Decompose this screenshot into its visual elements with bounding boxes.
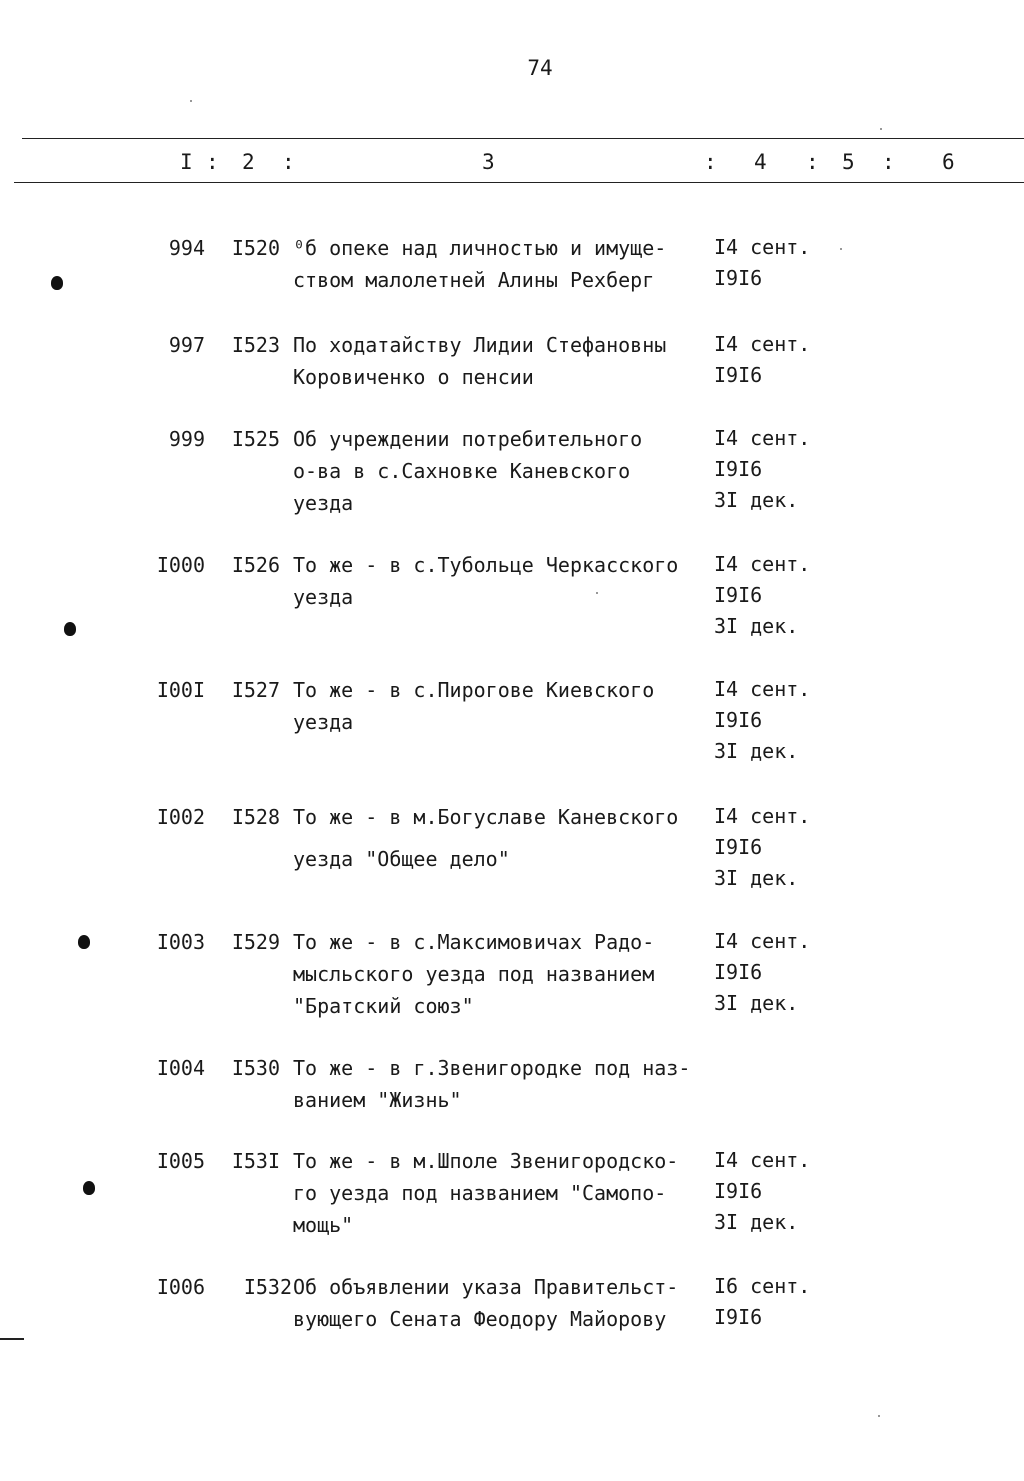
date-line: I9I6 [714, 708, 763, 732]
date-line: I9I6 [714, 363, 763, 387]
file-number: I525 [231, 427, 280, 451]
title-line: уезда [293, 585, 354, 609]
title-line: То же - в с.Пирогове Киевского [293, 678, 655, 702]
record-dates [714, 926, 844, 1019]
scan-speck [840, 248, 842, 250]
file-number: I530 [231, 1056, 280, 1080]
record-dates [714, 232, 844, 294]
record-dates [714, 423, 844, 516]
title-line: То же - в м.Богуславе Каневского [293, 805, 679, 829]
date-line: I4 сент. [714, 426, 811, 450]
date-line: 3I дек. [714, 1210, 799, 1234]
record-number: I002 [156, 805, 205, 829]
record-number: I000 [156, 553, 205, 577]
title-line: То же - в г.Звенигородке под наз- [293, 1056, 691, 1080]
date-line: I4 сент. [714, 332, 811, 356]
date-line: 3I дек. [714, 739, 799, 763]
column-header-5: 5 [842, 150, 855, 174]
file-number: I528 [231, 805, 280, 829]
title-line: "Братский союз" [293, 994, 474, 1018]
record-title [293, 801, 713, 875]
title-line: То же - в с.Максимовичах Радо- [293, 930, 655, 954]
header-rule-bottom [14, 182, 1024, 183]
title-line: уезда [293, 491, 354, 515]
column-header-1: I [180, 150, 193, 174]
record-title [293, 1271, 713, 1335]
column-header-2: 2 [242, 150, 255, 174]
record-dates [714, 1145, 844, 1238]
column-separator: : [206, 150, 219, 174]
title-line: Об объявлении указа Правительст- [293, 1275, 679, 1299]
date-line: I9I6 [714, 266, 763, 290]
date-line: I4 сент. [714, 804, 811, 828]
date-line: I9I6 [714, 457, 763, 481]
header-rule-top [22, 138, 1024, 139]
column-separator: : [882, 150, 895, 174]
record-dates [714, 549, 844, 642]
record-title [293, 549, 713, 613]
date-line: 3I дек. [714, 488, 799, 512]
record-number: I00I [156, 678, 205, 702]
title-line: мысльского уезда под названием [293, 962, 655, 986]
file-number: I520 [231, 236, 280, 260]
file-number: I532 [243, 1275, 292, 1299]
record-number: I005 [156, 1149, 205, 1173]
record-dates [714, 674, 844, 767]
title-line: мощь" [293, 1213, 354, 1237]
scan-speck [190, 100, 192, 102]
title-line: То же - в м.Шполе Звенигородско- [293, 1149, 679, 1173]
punch-hole-mark [78, 935, 90, 949]
record-number: 994 [168, 236, 205, 260]
file-number: I526 [231, 553, 280, 577]
record-number: I006 [156, 1275, 205, 1299]
title-line: уезда [293, 710, 354, 734]
title-line: По ходатайству Лидии Стефановны [293, 333, 667, 357]
file-number: I523 [231, 333, 280, 357]
record-number: 999 [168, 427, 205, 451]
date-line: I9I6 [714, 835, 763, 859]
title-line: уезда "Общее дело" [293, 847, 510, 871]
title-line: го уезда под названием "Самопо- [293, 1181, 667, 1205]
date-line: I9I6 [714, 583, 763, 607]
margin-tick [0, 1338, 24, 1340]
date-line: I4 сент. [714, 677, 811, 701]
column-header-3: 3 [482, 150, 495, 174]
date-line: I9I6 [714, 1305, 763, 1329]
punch-hole-mark [51, 276, 63, 290]
date-line: I6 сент. [714, 1274, 811, 1298]
record-number: I003 [156, 930, 205, 954]
column-separator: : [282, 150, 295, 174]
title-line: о-ва в с.Сахновке Каневского [293, 459, 631, 483]
record-title [293, 926, 713, 1022]
title-line: То же - в с.Тубольце Черкасского [293, 553, 679, 577]
title-line: ⁰б опеке над личностью и имуще- [293, 236, 667, 260]
date-line: I9I6 [714, 960, 763, 984]
page-number: 74 [527, 56, 553, 80]
record-title [293, 1145, 713, 1241]
title-line: Коровиченко о пенсии [293, 365, 534, 389]
record-number: I004 [156, 1056, 205, 1080]
file-number: I53I [231, 1149, 280, 1173]
record-title [293, 329, 713, 393]
date-line: I4 сент. [714, 1148, 811, 1172]
file-number: I527 [231, 678, 280, 702]
date-line: 3I дек. [714, 866, 799, 890]
scan-speck [880, 128, 882, 130]
record-title [293, 674, 713, 738]
file-number: I529 [231, 930, 280, 954]
scan-speck [596, 592, 598, 594]
date-line: I4 сент. [714, 552, 811, 576]
date-line: I4 сент. [714, 929, 811, 953]
date-line: I9I6 [714, 1179, 763, 1203]
column-separator: : [806, 150, 819, 174]
date-line: I4 сент. [714, 235, 811, 259]
scan-speck [878, 1415, 880, 1417]
title-line: ванием "Жизнь" [293, 1088, 462, 1112]
date-line: 3I дек. [714, 991, 799, 1015]
title-line: ством малолетней Алины Рехберг [293, 268, 655, 292]
record-title [293, 232, 713, 296]
column-header-6: 6 [942, 150, 955, 174]
punch-hole-mark [64, 622, 76, 636]
record-dates [714, 801, 844, 894]
punch-hole-mark [83, 1181, 95, 1195]
column-separator: : [704, 150, 717, 174]
record-number: 997 [168, 333, 205, 357]
record-dates [714, 1271, 844, 1333]
date-line: 3I дек. [714, 614, 799, 638]
record-title [293, 1052, 713, 1116]
record-title [293, 423, 713, 519]
column-header-row [0, 150, 1024, 178]
title-line: Об учреждении потребительного [293, 427, 643, 451]
column-header-4: 4 [754, 150, 767, 174]
record-dates [714, 329, 844, 391]
title-line: вующего Сената Феодору Майорову [293, 1307, 667, 1331]
